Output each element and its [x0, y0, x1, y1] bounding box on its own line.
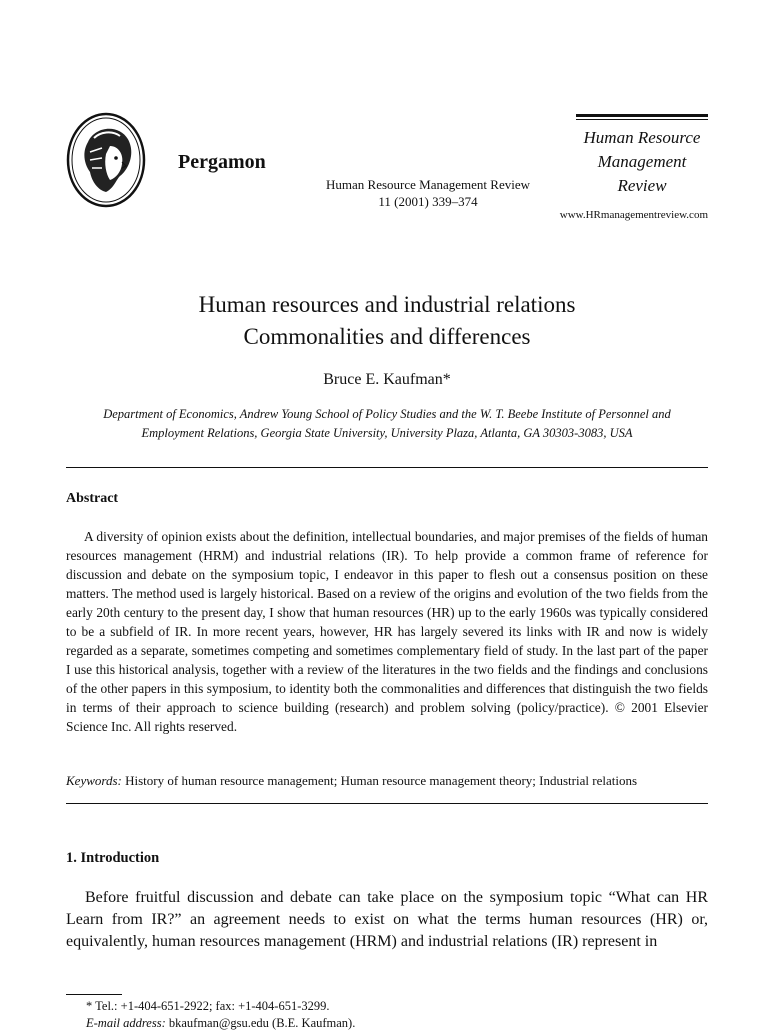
abstract-text: A diversity of opinion exists about the definition, intellectual boundaries, and major premises of the fields of human resources management (HRM) and industrial relations (IR). To help provide a common frame of reference for discussion and debate on the symposium topic, I endeavor in this paper to flesh out a consensus position on these matters. The method used is largely historical. Based on a review of the origins and evolution of the two fields from the early 20th century to the present day, I show that human resources (HR) up to the early 1960s was typically considered to be a subfield of IR. In more recent years, however, HR has largely severed its links with IR and now is widely regarded as a separate, sometimes competing and sometimes complementary field of study. In the last part of the paper I use this historical analysis, together with a review of the literatures in the two fields and the findings and conclusions of the other papers in this symposium, to identity both the commonalities and differences that distinguish the two fields in terms of their approach to science building (research) and problem solving (policy/practice). © 2001 Elsevier Science Inc. All rights reserved.: [66, 529, 708, 734]
footnote-contact: * Tel.: +1-404-651-2922; fax: +1-404-651-3299.: [86, 999, 330, 1013]
brand-title: [576, 126, 708, 198]
title-line: Human resources and industrial relations: [198, 292, 576, 317]
brand-rule-top: [576, 114, 708, 120]
journal-website-link[interactable]: www.HRmanagementreview.com: [559, 209, 708, 221]
affiliation-line: Employment Relations, Georgia State University, University Plaza, Atlanta, GA 30303-3083, USA: [141, 426, 633, 440]
email-address[interactable]: bkaufman@gsu.edu (B.E. Kaufman).: [168, 1016, 356, 1030]
affiliation-line: Department of Economics, Andrew Young School of Policy Studies and the W. T. Beebe Institute of Personnel and: [103, 407, 671, 421]
divider-bottom: [66, 803, 708, 804]
keywords: [66, 773, 708, 789]
publisher-name: Pergamon: [178, 151, 266, 173]
keywords-label: Keywords:: [66, 773, 122, 788]
section-heading-introduction: 1. Introduction: [66, 850, 160, 866]
footnote-rule: [66, 994, 122, 995]
pergamon-athena-head-icon: [66, 112, 148, 208]
journal-name: Human Resource Management Review: [326, 177, 530, 192]
brand-line: Human Resource: [583, 128, 701, 147]
introduction-text: Before fruitful discussion and debate can take place on the symposium topic “What can HR Learn from IR?” an agreement needs to exist on what the terms human resources (HR) or, equivalently, human resources management (HRM) and industrial relations (IR) represent in: [66, 889, 708, 950]
author-affiliation: [66, 405, 708, 443]
article-title: [66, 289, 708, 353]
keywords-list: History of human resource management; Human resource management theory; Industrial relations: [125, 773, 637, 788]
abstract-heading: Abstract: [66, 491, 119, 506]
journal-brand: [576, 114, 708, 198]
email-label: E-mail address:: [86, 1016, 166, 1030]
author-name: Bruce E. Kaufman*: [323, 371, 451, 388]
brand-line: Review: [617, 176, 667, 195]
journal-citation: 11 (2001) 339–374: [378, 194, 478, 209]
pergamon-logo: [66, 112, 148, 208]
journal-reference: [300, 176, 556, 210]
divider-top: [66, 467, 708, 468]
subtitle-line: Commonalities and differences: [243, 324, 531, 349]
brand-line: Management: [597, 152, 687, 171]
